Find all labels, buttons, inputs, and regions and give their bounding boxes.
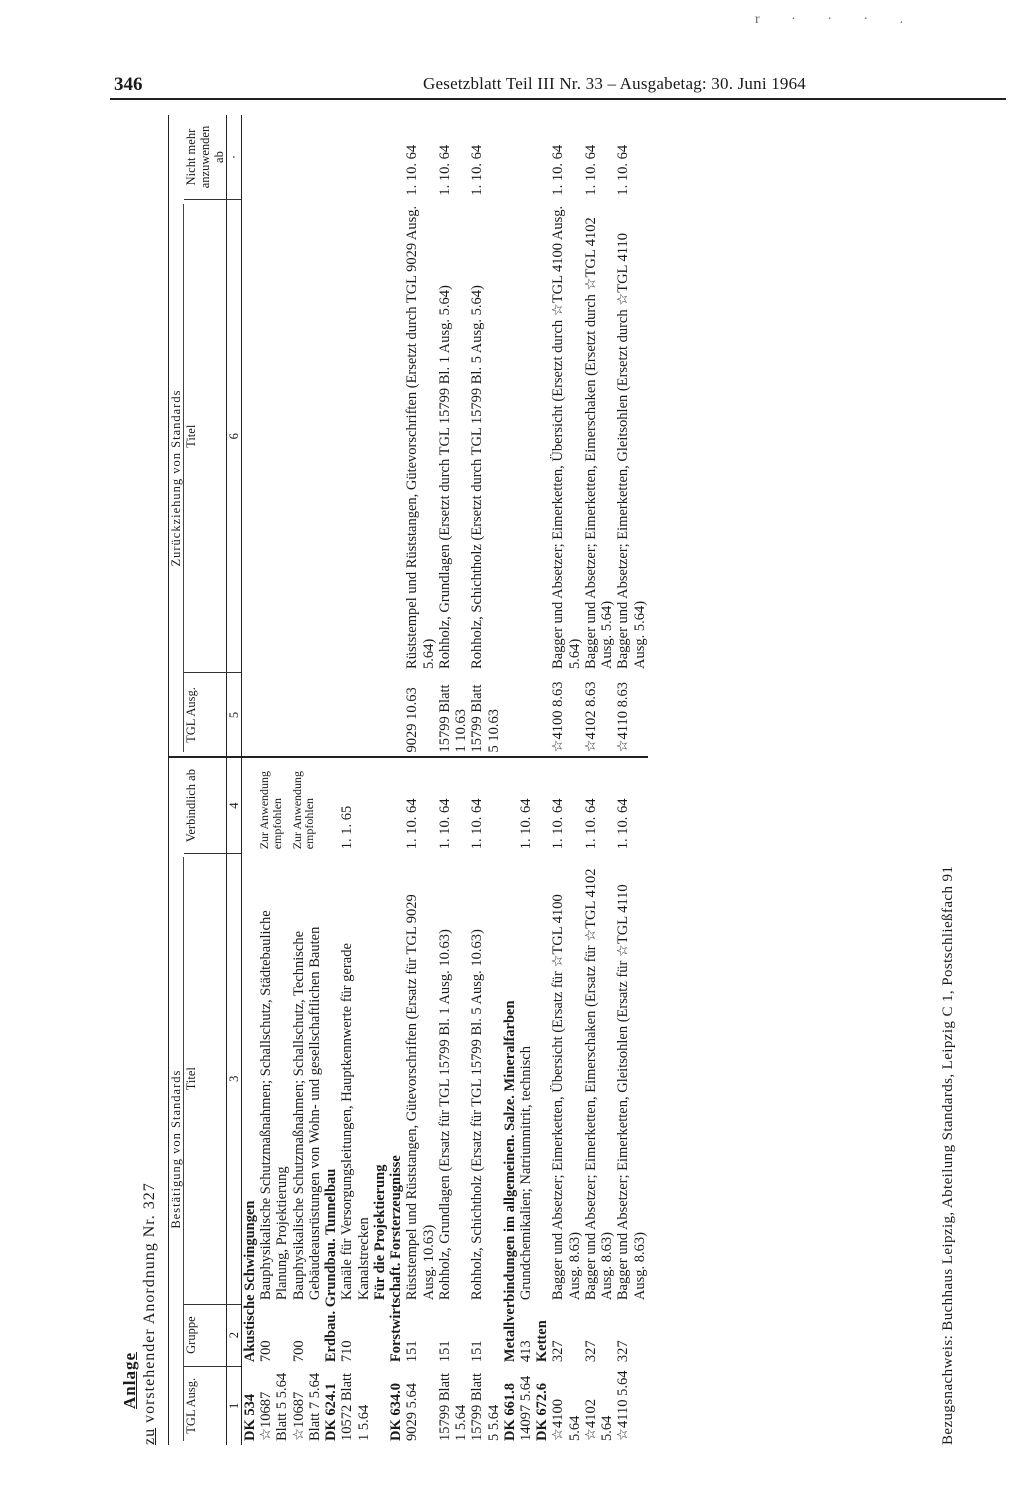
cell-titel2: Rohholz, Grundlagen (Ersetzt durch TGL 15799 Bl. 1 Ausg. 5.64): [436, 285, 453, 669]
cell-gruppe: 710: [339, 1340, 356, 1363]
col-num-3: 3: [227, 853, 242, 1304]
cell-nicht-mehr: 1. 10. 64: [582, 144, 599, 196]
cell-tgl: ☆10687 Blatt 5 5.64: [258, 1372, 291, 1441]
cell-verbindlich: 1. 10. 64: [517, 798, 534, 850]
cell-gruppe: 151: [436, 1340, 453, 1363]
cell-titel: [550, 853, 582, 1304]
page-header: [110, 70, 1006, 100]
cell-titel: [615, 853, 647, 1304]
table-row: [339, 115, 388, 1445]
cell-titel: [339, 853, 388, 1304]
cell-titel-text: Kanäle für Versorgungsleitungen, Hauptkennwerte für gerade Kanalstrecken: [339, 943, 372, 1301]
cell-nicht-mehr: [518, 115, 534, 200]
cell-tgl2: [339, 673, 388, 758]
cell-tgl2: [258, 673, 290, 758]
cell-tgl: 9029 5.64: [404, 1383, 421, 1441]
cell-titel-text: Rüststempel und Rüststangen, Gütevorschriften (Ersatz für TGL 9029 Ausg. 10.63): [404, 894, 437, 1301]
cell-titel-text: Rohholz, Grundlagen (Ersatz für TGL 15799 Bl. 1 Ausg. 10.63): [436, 929, 453, 1301]
section-dk: DK 672.6: [534, 1383, 551, 1441]
cell-nicht-mehr: [339, 115, 388, 200]
cell-tgl: 15799 Blatt 5 5.64: [469, 1372, 502, 1441]
cell-verbindlich: Zur Anwendung empfohlen: [289, 770, 317, 850]
cell-gruppe: 327: [582, 1340, 599, 1363]
table-row: [518, 115, 534, 1445]
cell-titel-bold: Für die Projektierung: [371, 1164, 388, 1301]
table-row: [615, 115, 647, 1445]
cell-tgl2: 15799 Blatt 5 10.63: [469, 673, 501, 758]
cell-titel-text: Rohholz, Schichtholz (Ersatz für TGL 15799 Bl. 5 Ausg. 10.63): [469, 929, 486, 1301]
cell-tgl: 14097 5.64: [517, 1375, 534, 1441]
section-row: [388, 115, 404, 1445]
cell-titel2: Bagger und Absetzer; Eimerketten, Eimerschaken (Ersetzt durch ☆TGL 4102 Ausg. 5.64): [582, 217, 616, 669]
cell-gruppe: 327: [615, 1340, 632, 1363]
cell-tgl2: [518, 673, 534, 758]
anlage-subtitle: [141, 1182, 159, 1445]
cell-nicht-mehr: 1. 10. 64: [550, 144, 567, 196]
section-row: [502, 115, 518, 1445]
cell-gruppe: 151: [469, 1340, 486, 1363]
column-number-row: [227, 115, 242, 1445]
section-dk: DK 634.0: [388, 1383, 405, 1441]
table-row: [291, 115, 323, 1445]
group-zurueckziehung: Zurückziehung von Standards: [169, 204, 184, 753]
cell-verbindlich: 1. 10. 64: [469, 798, 486, 850]
cell-nicht-mehr: [258, 115, 290, 200]
cell-tgl2: [291, 673, 323, 758]
group-header-row: [169, 115, 185, 1445]
col-verbindlich: Verbindlich ab: [184, 757, 227, 853]
scan-specks: r · · · .: [755, 12, 918, 27]
cell-titel2: Bagger und Absetzer; Eimerketten, Übersicht (Ersetzt durch ☆TGL 4100 Ausg. 5.64): [550, 205, 583, 669]
cell-verbindlich: 1. 10. 64: [550, 798, 567, 850]
cell-titel: [518, 853, 534, 1304]
cell-gruppe: 413: [517, 1340, 534, 1363]
col-num-2: 2: [227, 1304, 242, 1366]
col-num-5: 5: [227, 673, 242, 758]
cell-nicht-mehr: 1. 10. 64: [615, 144, 632, 196]
cell-titel: [404, 853, 436, 1304]
cell-titel: [469, 853, 501, 1304]
col-num-7: ·: [227, 115, 242, 200]
bezugsnachweis: Bezugsnachweis: Buchhaus Leipzig, Abteilung Standards, Leipzig C 1, Postschließfach 91: [940, 865, 956, 1445]
col-tgl: TGL Ausg.: [184, 1377, 198, 1434]
section-name: Forstwirtschaft. Forsterzeugnisse: [388, 1155, 405, 1363]
section-row: [323, 115, 339, 1445]
cell-titel2: [291, 200, 323, 673]
table-row: [469, 115, 501, 1445]
table-row: [258, 115, 290, 1445]
col-tgl2: TGL Ausg.: [184, 673, 227, 758]
col-num-4: 4: [227, 757, 242, 853]
table-row: [404, 115, 436, 1445]
rotated-content: [120, 115, 1000, 1445]
cell-titel2: [339, 200, 388, 673]
cell-titel: [437, 853, 469, 1304]
cell-titel-text: Bagger und Absetzer; Eimerketten, Übersicht (Ersatz für ☆TGL 4100 Ausg. 8.63): [550, 894, 583, 1301]
section-dk: DK 534: [242, 1393, 258, 1441]
table-row: [583, 115, 615, 1445]
cell-tgl2: ☆4102 8.63: [583, 673, 615, 758]
cell-titel2: Bagger und Absetzer; Eimerketten, Gleitsohlen (Ersetzt durch ☆TGL 4110 Ausg. 5.64): [615, 233, 648, 669]
cell-titel2: [258, 200, 290, 673]
group-bestaetigung: Bestätigung von Standards: [169, 857, 184, 1441]
cell-verbindlich: Zur Anwendung empfohlen: [257, 770, 284, 850]
section-dk: DK 624.1: [323, 1383, 340, 1441]
cell-verbindlich: 1. 10. 64: [582, 798, 599, 850]
section-spacer: [242, 115, 259, 757]
cell-titel: [291, 853, 323, 1304]
anlage-heading: [120, 1182, 159, 1445]
section-dk: DK 661.8: [501, 1383, 518, 1441]
anlage-title: Anlage: [120, 1352, 139, 1409]
cell-nicht-mehr: 1. 10. 64: [469, 144, 486, 196]
section-name: Akustische Schwingungen: [242, 1200, 258, 1363]
cell-titel-text: Grundchemikalien; Natriumnitrit, technisch: [517, 1046, 534, 1301]
cell-tgl2: ☆4100 8.63: [550, 673, 582, 758]
cell-tgl2: 9029 10.63: [404, 673, 436, 758]
cell-titel-text: Bagger und Absetzer; Eimerketten, Gleitsohlen (Ersatz für ☆TGL 4110 Ausg. 8.63): [615, 884, 648, 1301]
cell-verbindlich: 1. 10. 64: [404, 798, 421, 850]
cell-verbindlich: 1. 10. 64: [436, 798, 453, 850]
cell-titel-text: Bauphysikalische Schutzmaßnahmen; Schallschutz, Technische Gebäudeausrüstungen von Wohn- und gesellschaftlichen Bauten: [290, 926, 323, 1301]
cell-titel: [583, 853, 615, 1304]
cell-tgl2: ☆4110 8.63: [615, 673, 647, 758]
section-spacer: [323, 115, 339, 757]
table-body: [242, 115, 648, 1445]
cell-titel-text: Bagger und Absetzer; Eimerketten, Eimerschaken (Ersatz für ☆TGL 4102 Ausg. 8.63): [582, 868, 616, 1301]
cell-titel2: [518, 200, 534, 673]
section-row: [534, 115, 550, 1445]
cell-tgl: 15799 Blatt 1 5.64: [436, 1372, 470, 1441]
col-nicht-mehr: Nicht mehr anzuwenden ab: [184, 115, 227, 200]
cell-gruppe: 327: [550, 1340, 567, 1363]
cell-titel-text: Bauphysikalische Schutzmaßnahmen; Schallschutz, Städtebauliche Planung, Projektierung: [258, 910, 291, 1301]
cell-gruppe: 700: [290, 1340, 307, 1363]
cell-tgl: ☆4102 5.64: [582, 1399, 616, 1441]
col-num-1: 1: [227, 1366, 242, 1445]
section-name: Metallverbindungen im allgemeinen. Salze. Mineralfarben: [501, 1000, 518, 1363]
cell-gruppe: 700: [258, 1340, 275, 1363]
section-spacer: [388, 115, 404, 757]
page-title: Gesetzblatt Teil III Nr. 33 – Ausgabetag: 30. Juni 1964: [423, 74, 806, 93]
cell-nicht-mehr: 1. 10. 64: [436, 144, 453, 196]
cell-verbindlich: 1. 10. 64: [615, 798, 632, 850]
cell-verbindlich: 1. 1. 65: [339, 805, 356, 850]
cell-gruppe: 151: [404, 1340, 421, 1363]
section-spacer: [534, 115, 550, 757]
section-name: Ketten: [534, 1320, 551, 1363]
column-header-row: [184, 115, 227, 1445]
cell-nicht-mehr: 1. 10. 64: [404, 144, 421, 196]
cell-tgl: ☆4100 5.64: [550, 1399, 583, 1441]
standards-table: [168, 115, 648, 1445]
cell-titel2: Rüststempel und Rüststangen, Gütevorschriften (Ersetzt durch TGL 9029 Ausg. 5.64): [404, 205, 437, 669]
cell-tgl: ☆10687 Blatt 7 5.64: [290, 1372, 323, 1441]
col-titel2: Titel: [184, 200, 227, 673]
anlage-subtitle-text: vorstehender Anordnung Nr. 327: [141, 1182, 159, 1423]
table-row: [550, 115, 582, 1445]
cell-nicht-mehr: [291, 115, 323, 200]
cell-titel2: Rohholz, Schichtholz (Ersetzt durch TGL 15799 Bl. 5 Ausg. 5.64): [469, 285, 486, 669]
anlage-zu: zu: [141, 1427, 159, 1445]
section-name: Erdbau. Grundbau. Tunnelbau: [323, 1168, 340, 1363]
cell-tgl: 10572 Blatt 1 5.64: [339, 1372, 372, 1441]
col-titel: Titel: [184, 853, 227, 1304]
col-gruppe: Gruppe: [184, 1304, 227, 1366]
section-spacer: [502, 115, 518, 757]
section-row: [242, 115, 259, 1445]
page-number: 346: [114, 74, 143, 95]
cell-titel: [258, 853, 290, 1304]
table-row: [437, 115, 469, 1445]
col-num-6: 6: [227, 200, 242, 673]
cell-tgl2: 15799 Blatt 1 10.63: [437, 673, 469, 758]
cell-tgl: ☆4110 5.64: [615, 1370, 632, 1441]
